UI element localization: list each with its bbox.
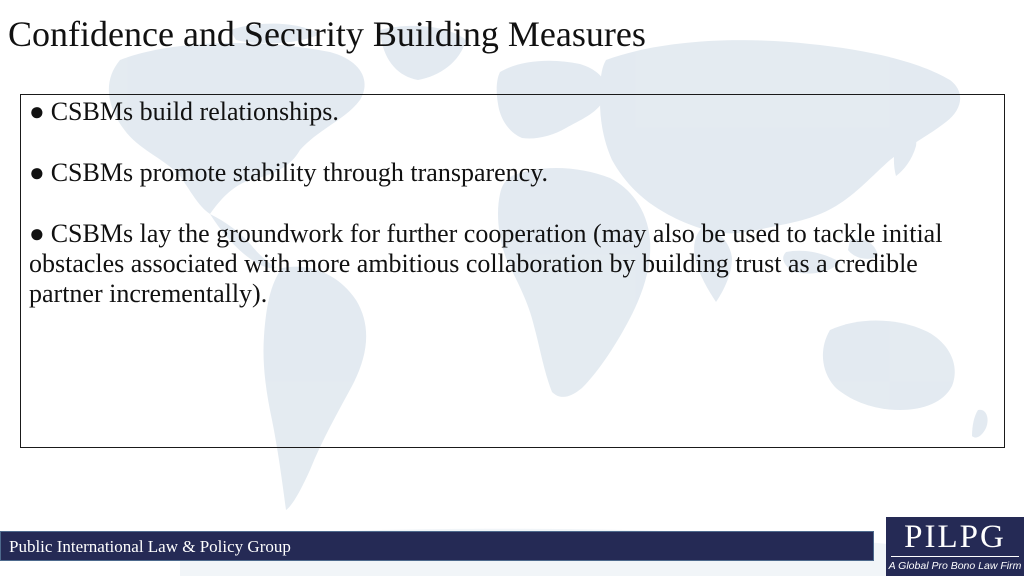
logo-name: PILPG xyxy=(904,519,1006,555)
bullet-marker: ● xyxy=(29,219,45,248)
logo-divider xyxy=(891,556,1019,557)
pilpg-logo xyxy=(886,517,1024,576)
footer-bar xyxy=(0,531,874,561)
footer-organization-name: Public International Law & Policy Group xyxy=(9,537,291,556)
bullet-item xyxy=(29,158,996,188)
bullet-marker: ● xyxy=(29,97,45,126)
slide-title: Confidence and Security Building Measures xyxy=(8,14,646,54)
bullet-list-box xyxy=(20,94,1005,448)
bullet-marker: ● xyxy=(29,158,45,187)
bullet-text: CSBMs lay the groundwork for further cooperation (may also be used to tackle initial obstacles associated with more ambitious collaboration by building trust as a credible partner incrementally). xyxy=(29,219,943,308)
bullet-text: CSBMs promote stability through transparency. xyxy=(50,158,549,187)
bullet-item xyxy=(29,97,996,127)
bullet-text: CSBMs build relationships. xyxy=(50,97,339,126)
logo-tagline: A Global Pro Bono Law Firm xyxy=(888,560,1022,572)
bullet-item xyxy=(29,219,996,309)
